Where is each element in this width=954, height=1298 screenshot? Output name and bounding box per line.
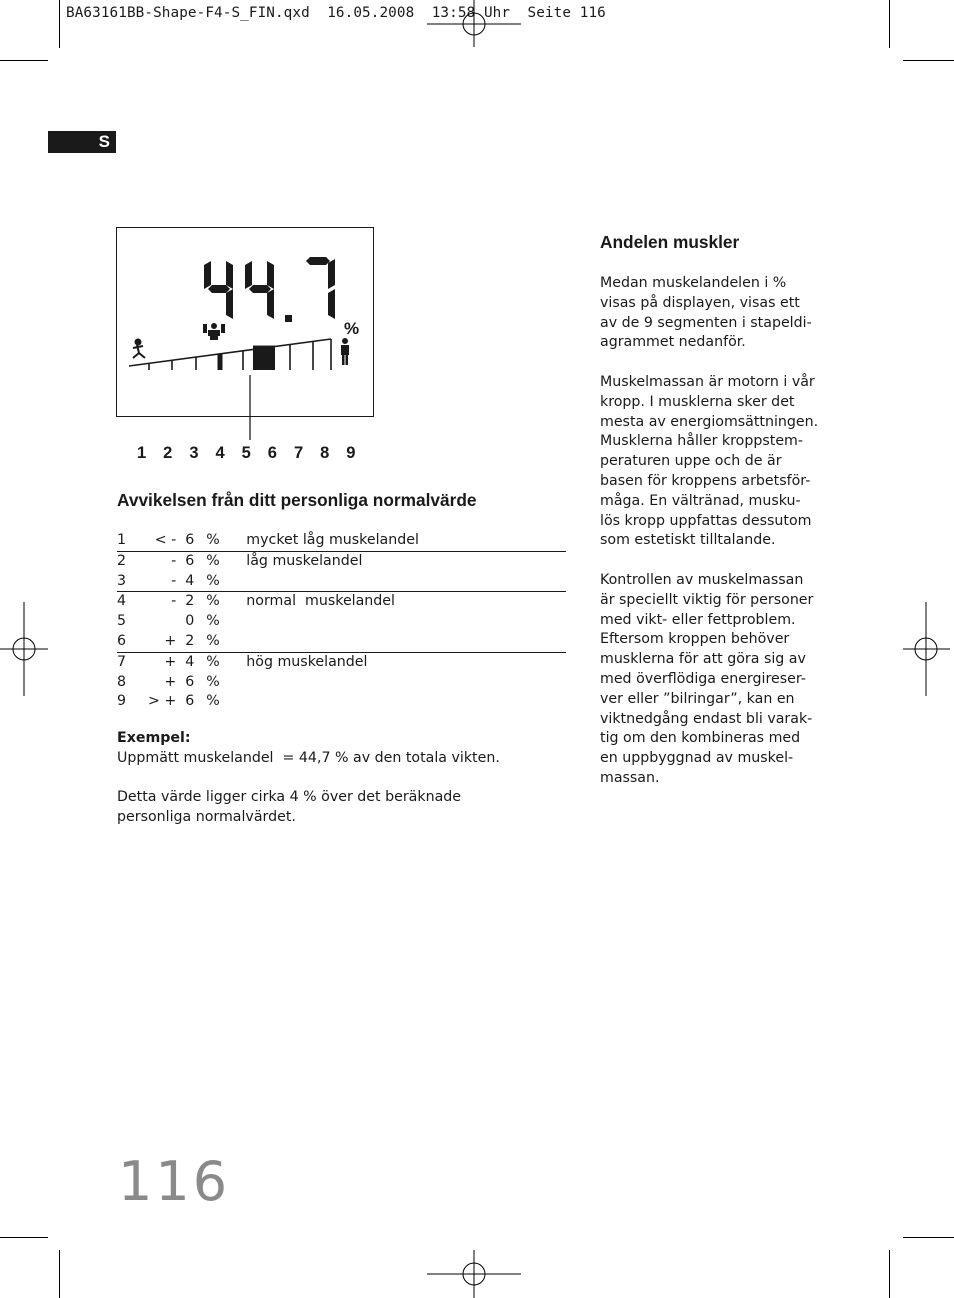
lcd-display <box>116 227 376 447</box>
segment-cell: 8 <box>117 673 127 690</box>
sign-cell: + <box>164 632 177 649</box>
table-row <box>117 572 566 592</box>
deviation-table <box>117 531 566 712</box>
segment-cell: 1 <box>117 532 127 548</box>
unit-cell: % <box>206 673 220 690</box>
sign-cell: - <box>171 572 177 589</box>
unit-cell: % <box>198 652 246 672</box>
paragraph: Kontrollen av muskelmassan är speciellt viktig för personer med vikt- eller fettproblem. Eftersom kroppen behöver musklerna för att göra sig av med överflödiga energireser- ver eller ”bilringar”, kan en viktnedgång endast bli varak- tig om den kombineras med en uppbyggnad av muskel- massan. <box>600 571 814 786</box>
segment-cell: 9 <box>117 693 127 710</box>
label-cell <box>246 572 566 592</box>
segment-cell: 6 <box>117 632 127 649</box>
label-cell <box>246 692 566 712</box>
segment-cell: 5 <box>117 613 127 630</box>
label-cell <box>246 632 566 652</box>
example-conclusion: Detta värde ligger cirka 4 % över det beräknade personliga normalvärdet. <box>117 789 461 826</box>
unit-cell: % <box>206 532 220 548</box>
example-line: Uppmätt muskelandel = 44,7 % av den totala vikten. <box>117 749 500 766</box>
muscle-icon <box>203 323 225 340</box>
unit-cell: % <box>206 632 220 649</box>
table-row <box>117 592 566 612</box>
label-cell: normal muskelandel <box>246 592 566 612</box>
sign-cell: < - <box>154 532 177 548</box>
segment-cell: 3 <box>117 572 127 589</box>
unit-cell: % <box>206 613 220 630</box>
segment-cell: 7 <box>117 652 148 672</box>
value-cell: 2 <box>185 632 195 649</box>
unit-cell: % <box>206 693 220 710</box>
label-cell <box>246 612 566 632</box>
unit-cell: % <box>206 572 220 589</box>
unit-cell: % <box>198 592 246 612</box>
runner-icon <box>133 340 145 359</box>
table-row <box>117 531 566 551</box>
table-row <box>117 692 566 712</box>
page-number: 116 <box>118 1150 231 1213</box>
bar-segment-active <box>253 346 275 370</box>
sign-cell: > + <box>148 693 177 710</box>
segment-cell: 4 <box>117 592 148 612</box>
label-cell <box>246 673 566 693</box>
print-slug: BA63161BB-Shape-F4-S_FIN.qxd 16.05.2008 13:58 Uhr Seite 116 <box>66 5 606 21</box>
value-cell: 0 <box>185 613 195 630</box>
label-cell: hög muskelandel <box>246 652 566 672</box>
value-cell: 4 <box>185 572 195 589</box>
example-block <box>117 729 577 828</box>
table-row <box>117 652 566 672</box>
language-tab <box>48 131 116 153</box>
value-cell: 6 <box>185 532 195 548</box>
segment-cell: 2 <box>117 551 148 571</box>
label-cell: låg muskelandel <box>246 551 566 571</box>
paragraph: Muskelmassan är motorn i vår kropp. I musklerna sker det mesta av energiomsättningen. Musklerna håller kroppstem- peraturen uppe och de är basen för kroppens arbetsför- måga. En vältränad, musku- lös kropp uppfattas dessutom som estetiskt tilltalande. <box>600 373 819 549</box>
table-row <box>117 612 566 632</box>
right-column-text <box>600 274 830 809</box>
value-cell: 2 <box>185 592 198 612</box>
segment-numbers: 1 2 3 4 5 6 7 8 9 <box>137 444 362 462</box>
deviation-heading: Avvikelsen från ditt personliga normalvärde <box>117 490 477 510</box>
sign-cell <box>148 612 185 632</box>
unit-cell: % <box>198 551 246 571</box>
bar-graph-baseline <box>129 339 331 366</box>
lcd-digit-4a <box>204 261 233 319</box>
table-row <box>117 673 566 693</box>
sign-cell: + <box>164 673 177 690</box>
person-icon <box>341 338 349 365</box>
sign-cell: - <box>148 551 185 571</box>
lcd-unit: % <box>344 319 360 338</box>
table-row <box>117 551 566 571</box>
lcd-decimal-point <box>285 315 292 322</box>
sign-cell: - <box>148 592 185 612</box>
example-label: Exempel: <box>117 730 191 746</box>
value-cell: 4 <box>185 652 198 672</box>
table-row <box>117 632 566 652</box>
language-tab-label: S <box>98 132 110 151</box>
muscle-share-heading: Andelen muskler <box>600 232 740 252</box>
lcd-digit-7 <box>306 257 335 319</box>
sign-cell: + <box>148 652 185 672</box>
paragraph: Medan muskelandelen i % visas på displayen, visas ett av de 9 segmenten i stapeldi- agrammet nedanför. <box>600 275 812 351</box>
value-cell: 6 <box>185 673 195 690</box>
lcd-digit-4b <box>245 261 274 319</box>
bar-graph-segments <box>149 339 331 370</box>
value-cell: 6 <box>185 693 195 710</box>
label-cell: mycket låg muskelandel <box>246 532 419 548</box>
value-cell: 6 <box>185 551 198 571</box>
